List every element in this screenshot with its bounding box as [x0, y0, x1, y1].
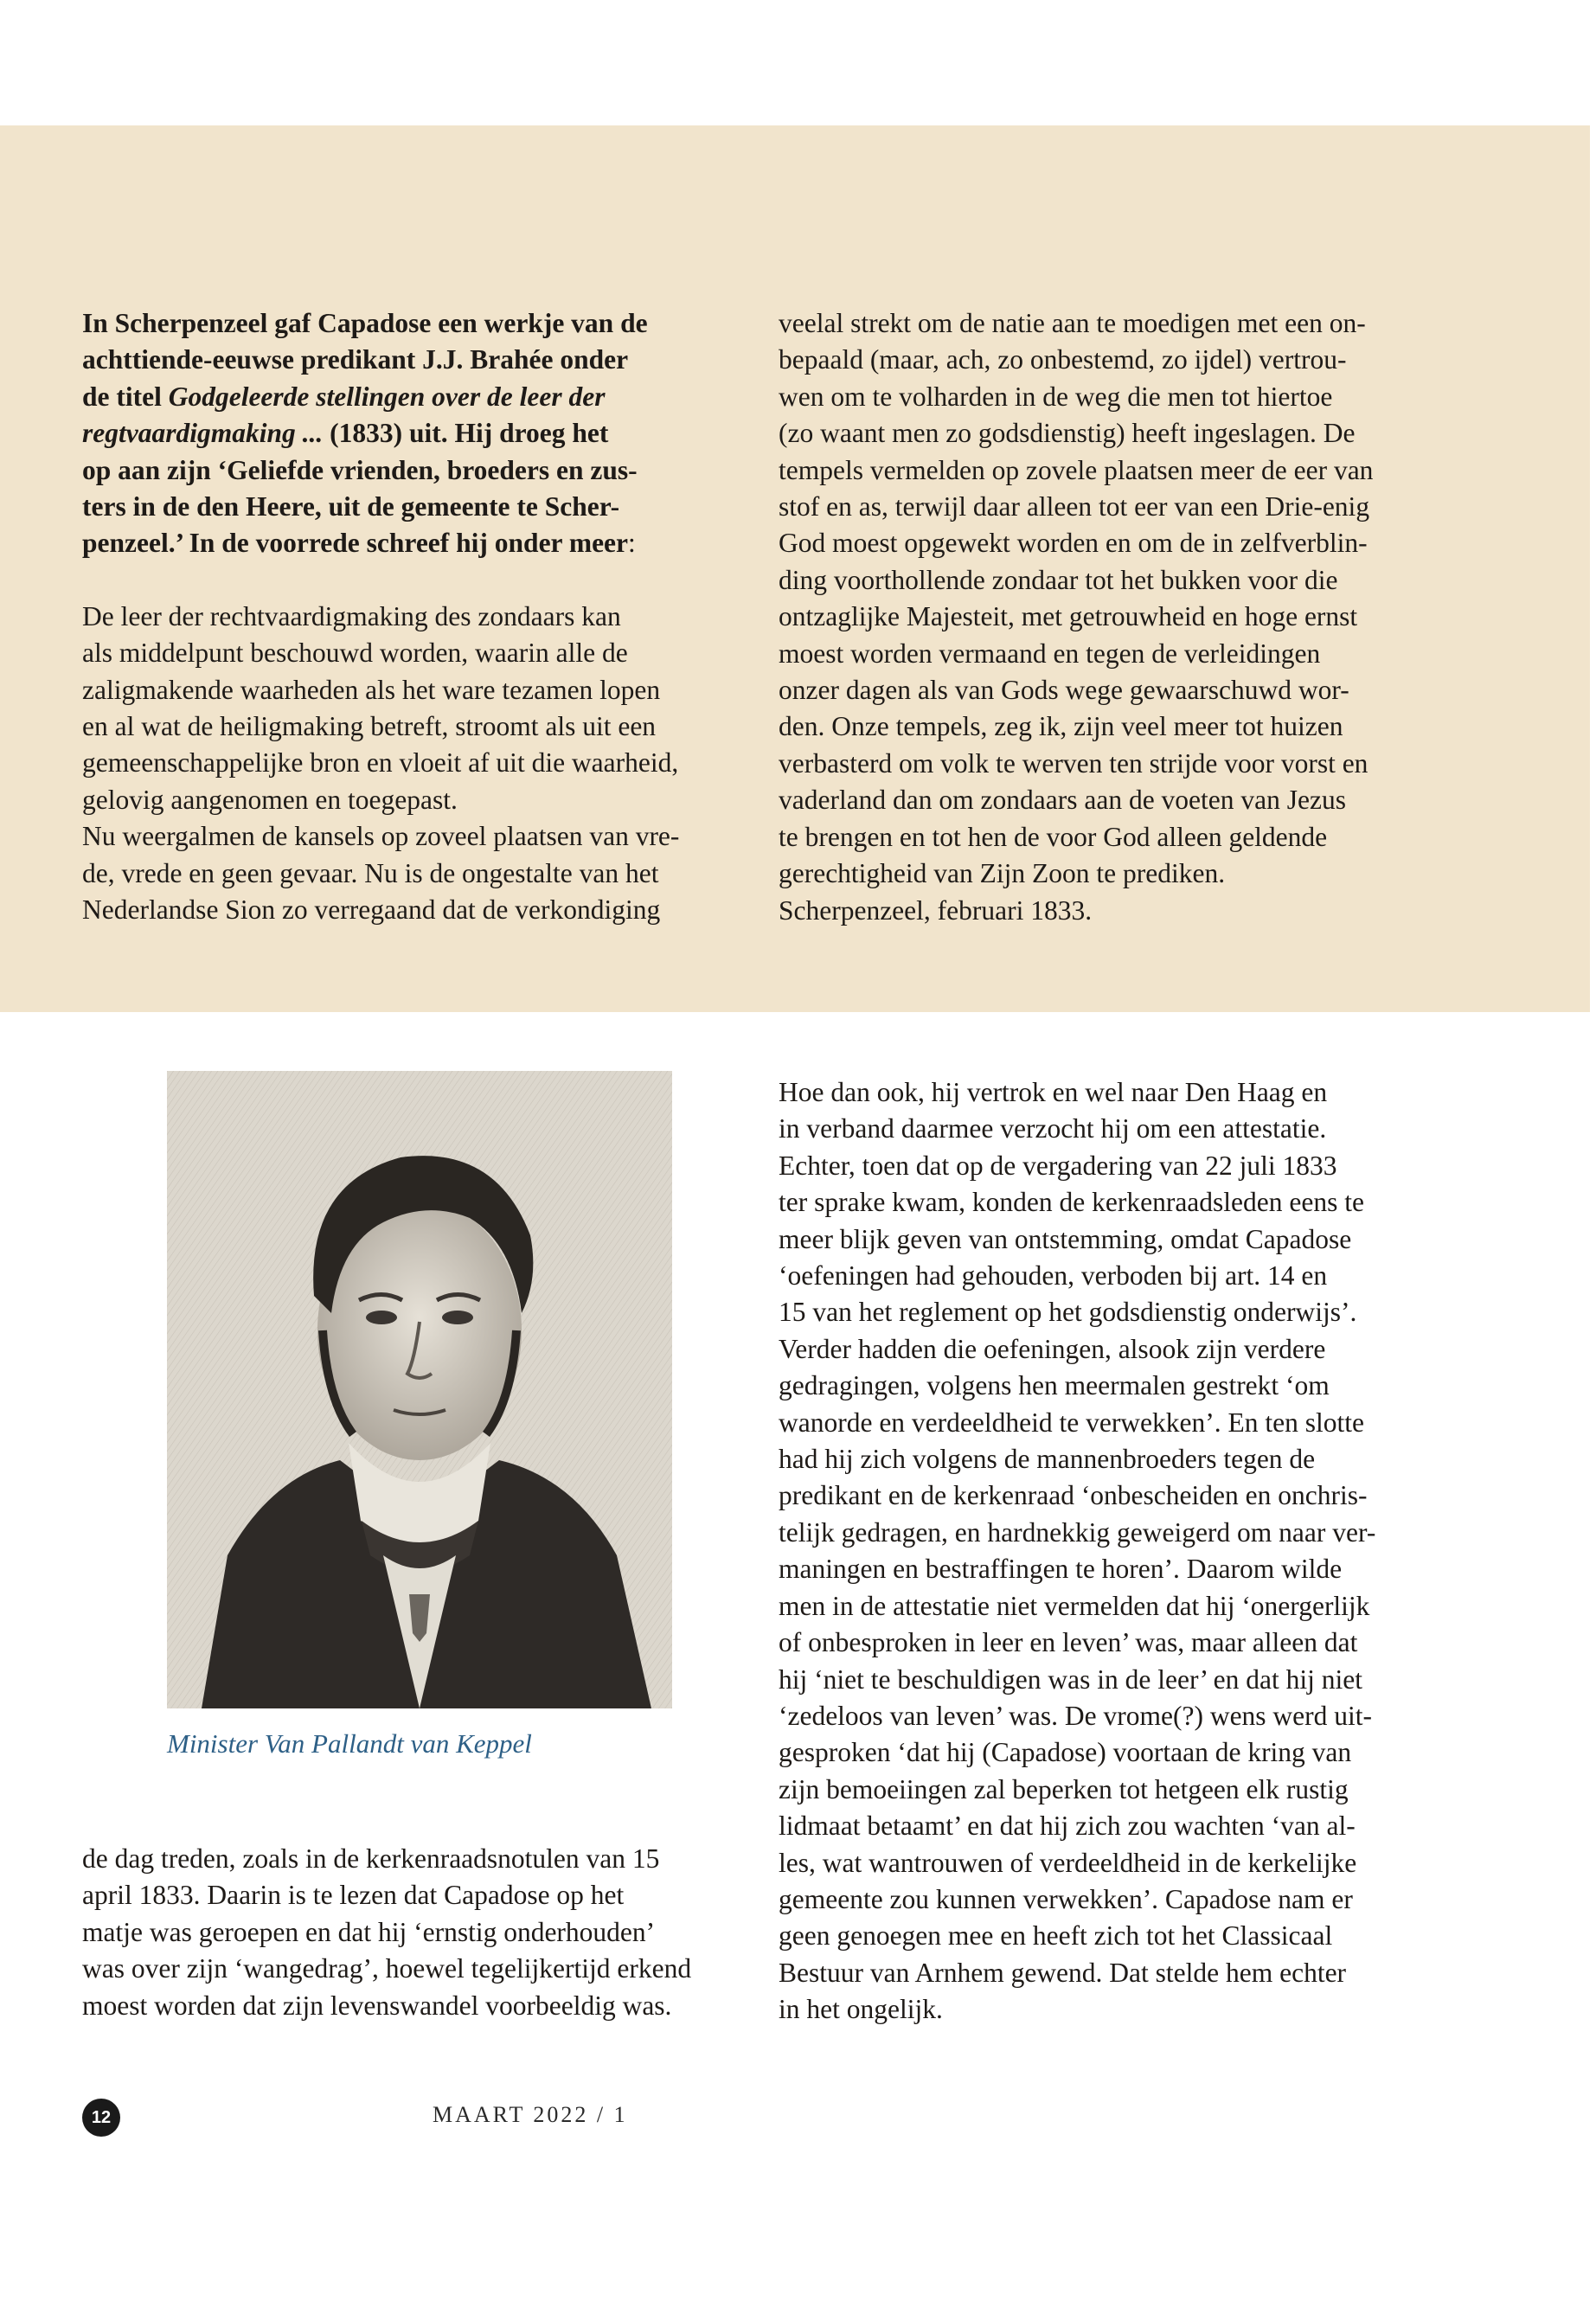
- text-line: [82, 525, 757, 561]
- lower-right-column: [779, 1074, 1453, 2029]
- text-line: was over zijn ‘wangedrag’, hoewel tegelijkertijd erkend: [82, 1953, 692, 1984]
- text-line: Hoe dan ook, hij vertrok en wel naar Den Haag en: [779, 1077, 1328, 1107]
- text-line: meer blijk geven van ontstemming, omdat Capadose: [779, 1223, 1352, 1254]
- book-title: Godgeleerde stellingen over de leer der: [168, 381, 606, 412]
- text-line: gedragingen, volgens hen meermalen gestrekt ‘om: [779, 1370, 1330, 1401]
- quote-paragraph: [82, 599, 757, 929]
- text-line: en al wat de heiligmaking betreft, stroomt als uit een: [82, 711, 657, 742]
- quote-continuation: [779, 305, 1453, 929]
- text-line: gelovig aangenomen en toegepast.: [82, 784, 458, 815]
- text-line: men in de attestatie niet vermelden dat hij ‘onergerlijk: [779, 1590, 1370, 1621]
- text-line: wanorde en verdeeldheid te verwekken’. En ten slotte: [779, 1407, 1364, 1438]
- text-line: lidmaat betaamt’ en dat hij zich zou wachten ‘van al-: [779, 1811, 1356, 1842]
- text-line: tempels vermelden op zovele plaatsen meer de eer van: [779, 454, 1374, 485]
- colon: :: [628, 528, 636, 559]
- text-line: Scherpenzeel, februari 1833.: [779, 894, 1093, 926]
- intro-paragraph: [82, 305, 757, 562]
- text-line: [82, 415, 757, 452]
- text-line: de, vrede en geen gevaar. Nu is de ongestalte van het: [82, 857, 659, 888]
- text-line: verbasterd om volk te werven ten strijde voor vorst en: [779, 747, 1368, 779]
- body-paragraph: [779, 1074, 1453, 2029]
- text-line: zijn bemoeiingen zal beperken tot hetgeen elk rustig: [779, 1773, 1349, 1804]
- text-line: de dag treden, zoals in de kerkenraadsnotulen van 15: [82, 1843, 660, 1874]
- text-line: april 1833. Daarin is te lezen dat Capadose op het: [82, 1880, 625, 1911]
- text-line: geen genoegen mee en heeft zich tot het Classicaal: [779, 1920, 1333, 1952]
- text-line: ‘zedeloos van leven’ was. De vrome(?) wens werd uit-: [779, 1700, 1373, 1731]
- text-line: Bestuur van Arnhem gewend. Dat stelde hem echter: [779, 1957, 1347, 1988]
- text-line: Nederlandse Sion zo verregaand dat de verkondiging: [82, 894, 661, 926]
- text-line: achttiende-eeuwse predikant J.J. Brahée onder: [82, 344, 629, 375]
- issue-label: MAART 2022 / 1: [433, 2102, 628, 2127]
- text-line: Nu weergalmen de kansels op zoveel plaatsen van vre-: [82, 821, 680, 852]
- text-line: gerechtigheid van Zijn Zoon te prediken.: [779, 858, 1226, 889]
- text-line: matje was geroepen en dat hij ‘ernstig onderhouden’: [82, 1916, 656, 1947]
- text-line: [82, 379, 757, 415]
- text-line: ters in de den Heere, uit de gemeente te Scher-: [82, 491, 620, 522]
- book-title-cont: regtvaardigmaking ...: [82, 418, 324, 449]
- text-line: hij ‘niet te beschuldigen was in de leer’ en dat hij niet: [779, 1663, 1362, 1695]
- text-line: in verband daarmee verzocht hij om een attestatie.: [779, 1113, 1327, 1144]
- text-line: ontzaglijke Majesteit, met getrouwheid en hoge ernst: [779, 601, 1358, 632]
- body-paragraph: [82, 1841, 757, 2024]
- text-run: (1833) uit. Hij droeg het: [323, 418, 609, 449]
- left-eye: [366, 1311, 397, 1324]
- right-eye: [442, 1311, 473, 1324]
- text-line: of onbesproken in leer en leven’ was, maar alleen dat: [779, 1627, 1358, 1658]
- text-line: bepaald (maar, ach, zo onbestemd, zo ijdel) vertrou-: [779, 344, 1347, 375]
- portrait-drawing: [167, 1071, 672, 1708]
- portrait-image: [167, 1071, 672, 1708]
- text-line: maningen en bestraffingen te horen’. Daarom wilde: [779, 1554, 1343, 1585]
- text-line: In Scherpenzeel gaf Capadose een werkje van de: [82, 308, 648, 338]
- text-line: les, wat wantrouwen of verdeeldheid in de kerkelijke: [779, 1847, 1357, 1878]
- text-line: moest worden vermaand en tegen de verleidingen: [779, 638, 1321, 669]
- page-number-badge: 12: [82, 2099, 120, 2137]
- text-line: stof en as, terwijl daar alleen tot eer van een Drie-enig: [779, 491, 1370, 522]
- text-line: ding voorthollende zondaar tot het bukken voor die: [779, 564, 1338, 595]
- text-line: in het ongelijk.: [779, 1994, 943, 2025]
- box-left-column: [82, 305, 757, 929]
- text-line: als middelpunt beschouwd worden, waarin alle de: [82, 638, 628, 669]
- text-line: 15 van het reglement op het godsdienstig onderwijs’.: [779, 1297, 1357, 1328]
- text-line: gesproken ‘dat hij (Capadose) voortaan de kring van: [779, 1737, 1352, 1768]
- text-line: God moest opgewekt worden en om de in zelfverblin-: [779, 528, 1368, 559]
- text-line: (zo waant men zo godsdienstig) heeft ingeslagen. De: [779, 418, 1356, 449]
- text-line: had hij zich volgens de mannenbroeders tegen de: [779, 1444, 1316, 1475]
- text-line: vaderland dan om zondaars aan de voeten van Jezus: [779, 785, 1346, 816]
- text-run: penzeel.’ In de voorrede schreef hij onder meer: [82, 528, 629, 559]
- lower-left-column: [82, 1841, 757, 2024]
- text-line: telijk gedragen, en hardnekkig geweigerd om naar ver-: [779, 1516, 1376, 1548]
- text-line: ter sprake kwam, konden de kerkenraadsleden eens te: [779, 1187, 1364, 1218]
- text-line: veelal strekt om de natie aan te moedigen met een on-: [779, 308, 1366, 338]
- text-line: moest worden dat zijn levenswandel voorbeeldig was.: [82, 1990, 672, 2021]
- text-line: Verder hadden die oefeningen, alsook zijn verdere: [779, 1333, 1326, 1364]
- text-line: ‘oefeningen had gehouden, verboden bij art. 14 en: [779, 1260, 1328, 1292]
- text-line: den. Onze tempels, zeg ik, zijn veel meer tot huizen: [779, 711, 1343, 742]
- text-line: te brengen en tot hen de voor God alleen geldende: [779, 821, 1328, 852]
- text-line: De leer der rechtvaardigmaking des zondaars kan: [82, 600, 621, 631]
- text-line: onzer dagen als van Gods wege gewaarschuwd wor-: [779, 675, 1349, 706]
- text-line: predikant en de kerkenraad ‘onbescheiden en onchris-: [779, 1480, 1368, 1511]
- text-run: de titel: [82, 381, 169, 412]
- box-right-column: [779, 305, 1453, 929]
- text-line: gemeenschappelijke bron en vloeit af uit die waarheid,: [82, 747, 679, 779]
- text-line: gemeente zou kunnen verwekken’. Capadose nam er: [779, 1883, 1353, 1914]
- text-line: op aan zijn ‘Geliefde vrienden, broeders en zus-: [82, 454, 638, 485]
- text-line: wen om te volharden in de weg die men tot hiertoe: [779, 381, 1333, 412]
- portrait-caption: Minister Van Pallandt van Keppel: [167, 1728, 532, 1759]
- text-line: zaligmakende waarheden als het ware tezamen lopen: [82, 674, 661, 705]
- text-line: Echter, toen dat op de vergadering van 22 juli 1833: [779, 1150, 1337, 1181]
